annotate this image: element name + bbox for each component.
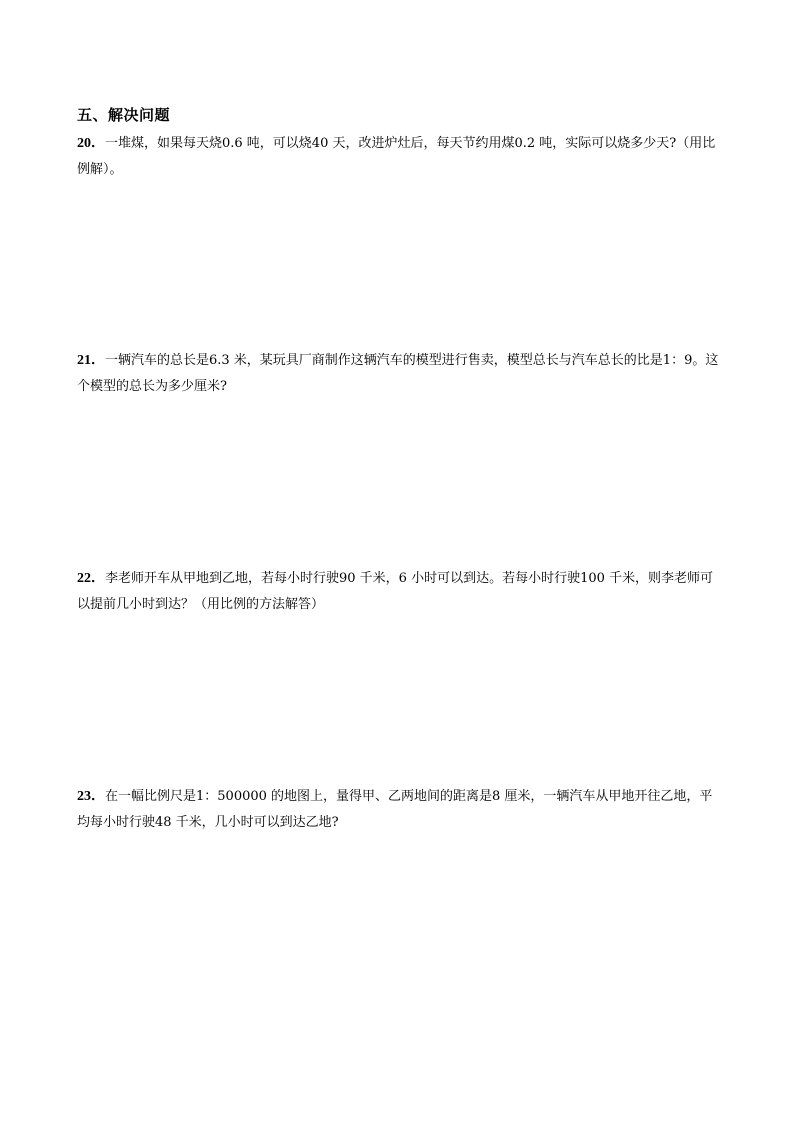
question-23: [77, 784, 719, 836]
question-number: 21．: [77, 353, 105, 368]
question-20: [77, 131, 719, 183]
question-text: 一堆煤，如果每天烧0.6 吨，可以烧40 天，改进炉灶后，每天节约用煤0.2 吨，实际可以烧多少天?（用比例解）。: [77, 136, 716, 177]
question-number: 22．: [77, 571, 105, 586]
question-number: 23．: [77, 789, 105, 804]
question-21: [77, 348, 719, 400]
section-title: 五、解决问题: [77, 106, 171, 124]
question-number: 20．: [77, 136, 105, 151]
question-text: 李老师开车从甲地到乙地，若每小时行驶90 千米，6 小时可以到达。若每小时行驶100 千米，则李老师可以提前几小时到达？（用比例的方法解答）: [77, 571, 714, 612]
question-22: [77, 566, 719, 618]
question-text: 一辆汽车的总长是6.3 米，某玩具厂商制作这辆汽车的模型进行售卖，模型总长与汽车总长的比是1：9。这个模型的总长为多少厘米?: [77, 353, 719, 394]
question-text: 在一幅比例尺是1：500000 的地图上，量得甲、乙两地间的距离是8 厘米，一辆汽车从甲地开往乙地，平均每小时行驶48 千米，几小时可以到达乙地?: [77, 789, 713, 830]
